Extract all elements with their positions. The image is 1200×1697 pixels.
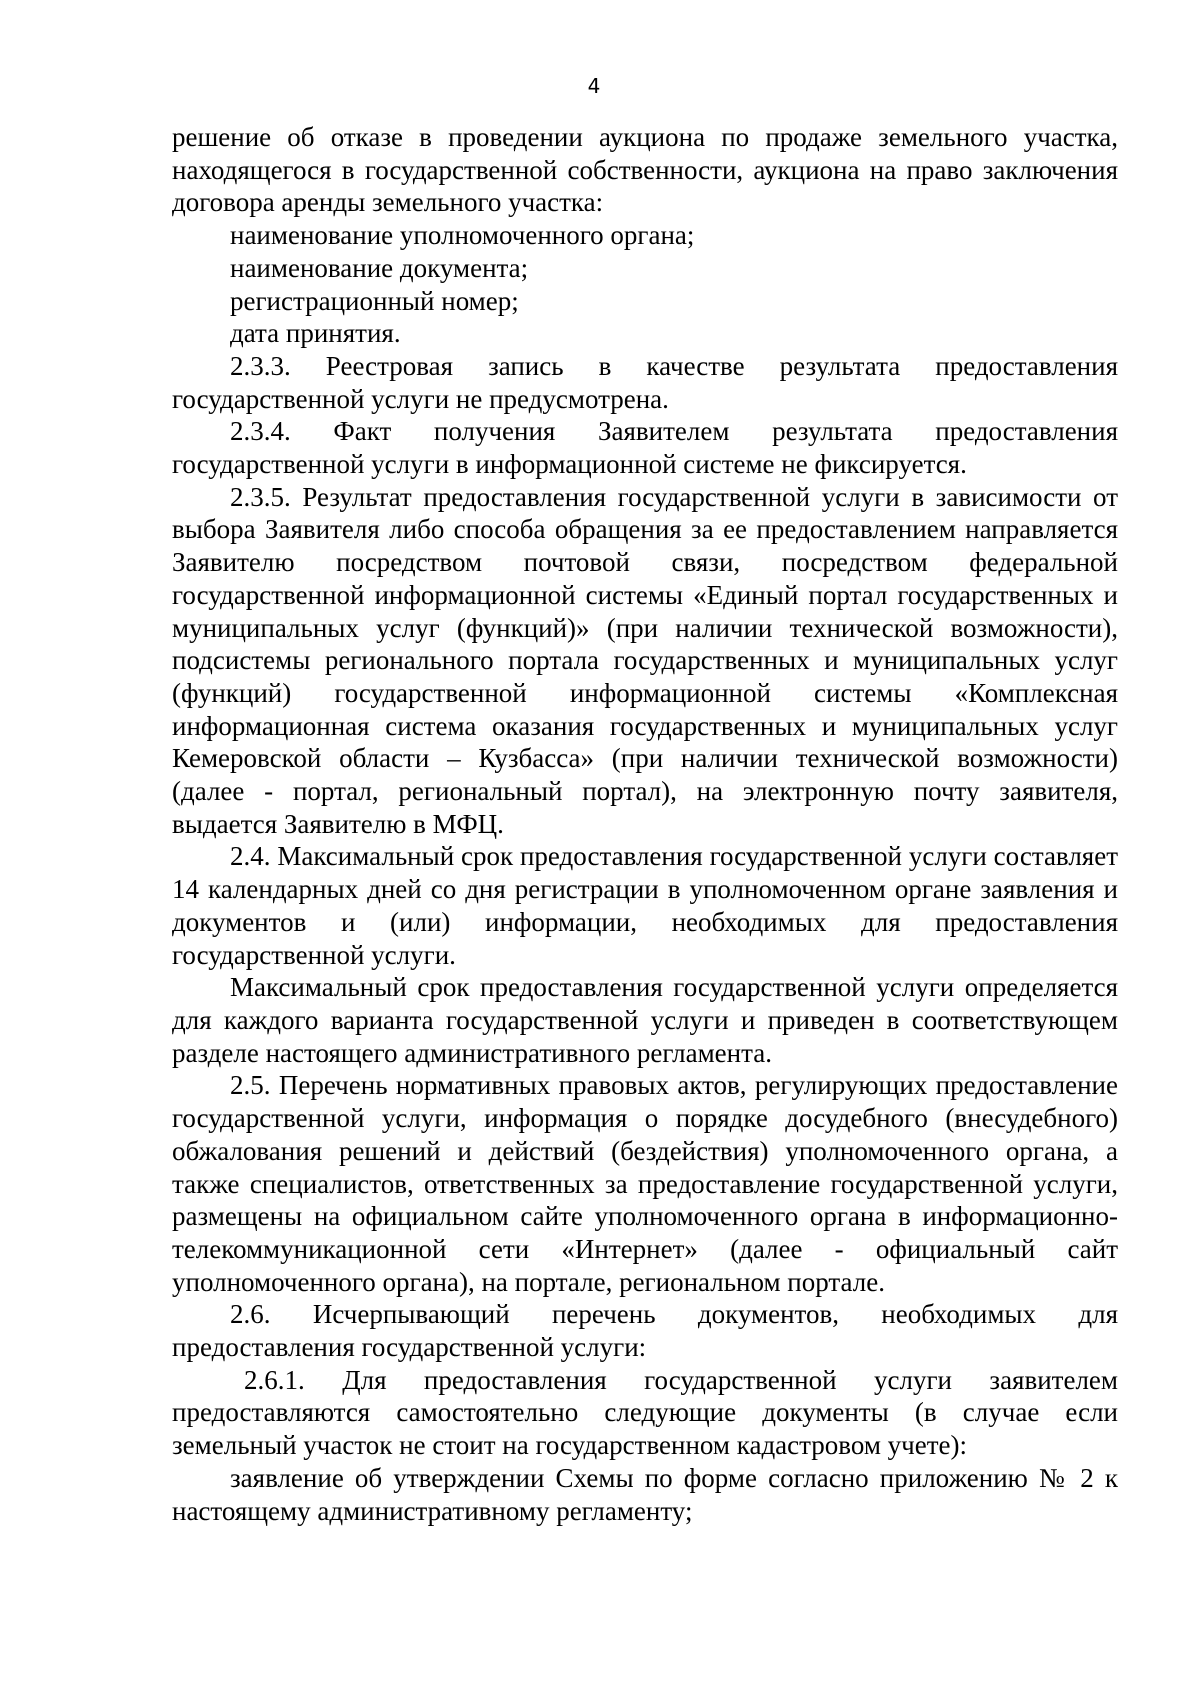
paragraph-2-3-5: 2.3.5. Результат предоставления государственной услуги в зависимости от выбора Заявителя либо способа обращения за ее предоставлением направляется Заявителю посредством почтовой связи, посредством федеральной государственной информационной системы «Единый портал государственных и муниципальных услуг (функций)» (при наличии технической возможности), подсистемы регионального портала государственных и муниципальных услуг (функций) государственной информационной системы «Комплексная информационная система оказания государственных и муниципальных услуг Кемеровской области – Кузбасса» (при наличии технической возможности) (далее - портал, региональный портал), на электронную почту заявителя, выдается Заявителю в МФЦ. (172, 481, 1118, 839)
list-item-document-name: наименование документа; (230, 252, 529, 283)
document-body (172, 121, 1118, 1527)
page-number: 4 (587, 74, 601, 98)
list-item-registration-number: регистрационный номер; (230, 285, 519, 316)
paragraph-2-4: 2.4. Максимальный срок предоставления государственной услуги составляет 14 календарных дней со дня регистрации в уполномоченном органе заявления и документов и (или) информации, необходимых для предоставления государственной услуги. (172, 841, 1118, 970)
paragraph-2-5: 2.5. Перечень нормативных правовых актов, регулирующих предоставление государственной услуги, информация о порядке досудебного (внесудебного) обжалования решений и действий (бездействия) уполномоченного органа, а также специалистов, ответственных за предоставление государственной услуги, размещены на официальном сайте уполномоченного органа в информационно-телекоммуникационной сети «Интернет» (далее - официальный сайт уполномоченного органа), на портале, региональном портале. (172, 1070, 1118, 1297)
paragraph-2-3-4: 2.3.4. Факт получения Заявителем результата предоставления государственной услуги в информационной системе не фиксируется. (172, 416, 1118, 480)
paragraph-max-term: Максимальный срок предоставления государственной услуги определяется для каждого варианта государственной услуги и приведен в соответствующем разделе настоящего административного регламента. (172, 972, 1118, 1068)
list-item-adoption-date: дата принятия. (230, 318, 401, 349)
paragraph-decision-refusal: решение об отказе в проведении аукциона по продаже земельного участка, находящегося в государственной собственности, аукциона на право заключения договора аренды земельного участка: (172, 122, 1118, 218)
paragraph-2-3-3: 2.3.3. Реестровая запись в качестве результата предоставления государственной услуги не предусмотрена. (172, 350, 1118, 414)
list-item-authority-name: наименование уполномоченного органа; (230, 220, 695, 251)
paragraph-application: заявление об утверждении Схемы по форме согласно приложению № 2 к настоящему административному регламенту; (172, 1462, 1118, 1526)
paragraph-2-6-1: 2.6.1. Для предоставления государственной услуги заявителем предоставляются самостоятельно следующие документы (в случае если земельный участок не стоит на государственном кадастровом учете): (172, 1364, 1118, 1461)
paragraph-2-6: 2.6. Исчерпывающий перечень документов, необходимых для предоставления государственной услуги: (172, 1299, 1118, 1363)
